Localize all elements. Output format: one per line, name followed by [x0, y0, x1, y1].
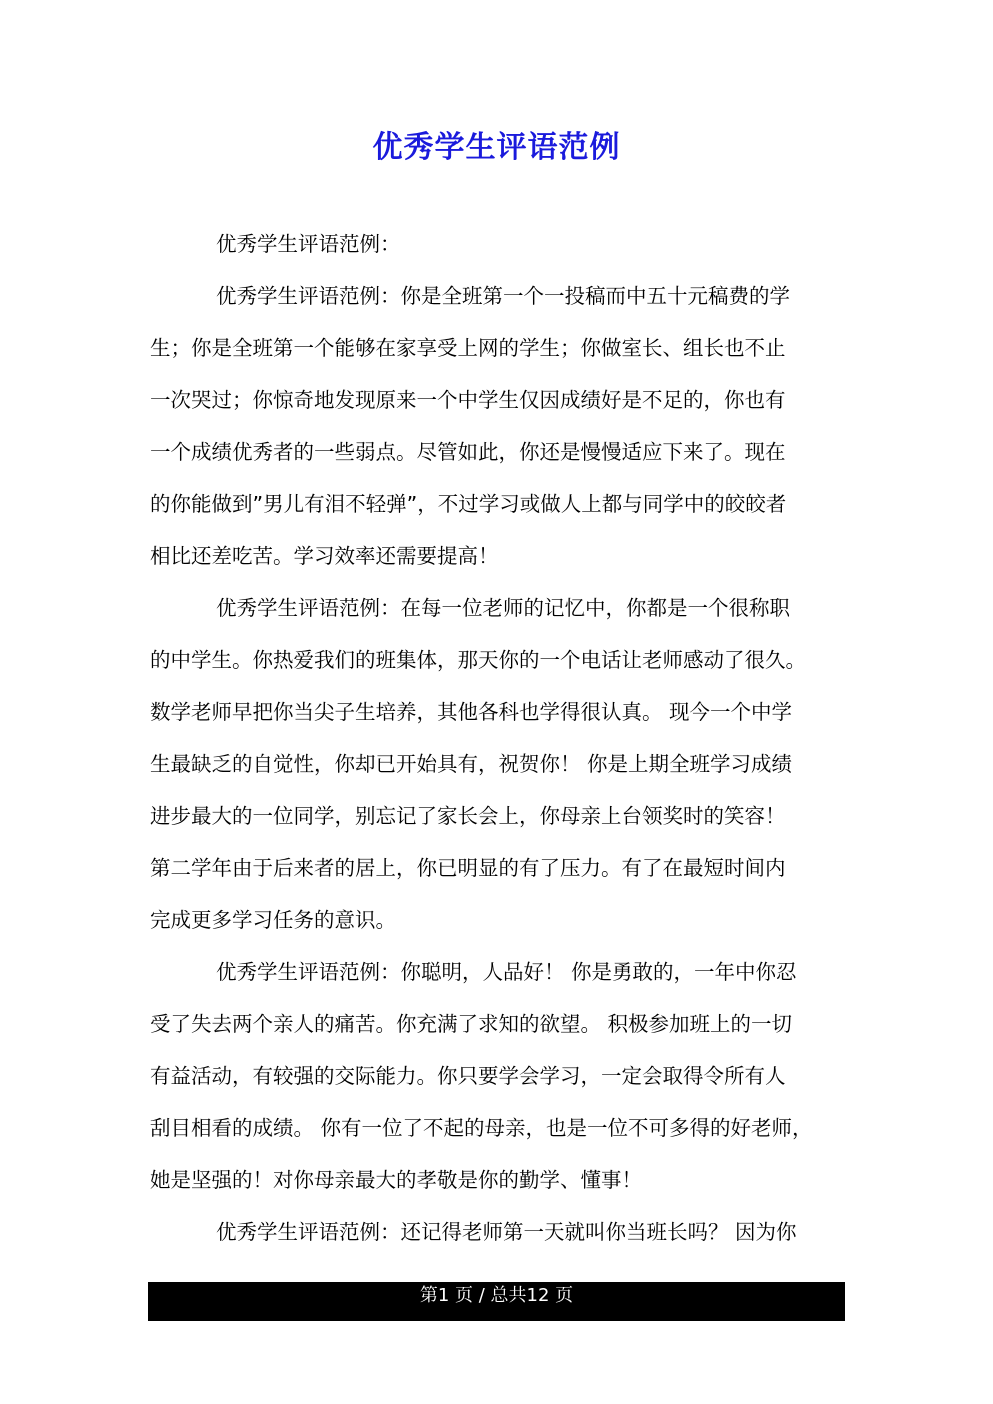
- document-title: 优秀学生评语范例: [372, 130, 621, 165]
- body-line: 一个成绩优秀者的一些弱点。尽管如此，你还是慢慢适应下来了。现在: [150, 440, 786, 464]
- body-line: 优秀学生评语范例：在每一位老师的记忆中，你都是一个很称职: [216, 596, 790, 620]
- page-indicator: 第1 页 / 总共12 页: [419, 1285, 574, 1306]
- body-line: 数学老师早把你当尖子生培养，其他各科也学得很认真。 现今一个中学: [150, 700, 793, 724]
- body-line: 优秀学生评语范例：: [216, 232, 401, 256]
- document-body: [150, 218, 830, 1258]
- body-line: 优秀学生评语范例：你是全班第一个一投稿而中五十元稿费的学: [216, 284, 790, 308]
- body-line: 完成更多学习任务的意识。: [150, 908, 396, 932]
- body-line: 第二学年由于后来者的居上，你已明显的有了压力。有了在最短时间内: [150, 856, 786, 880]
- body-line: 的你能做到”男儿有泪不轻弹”，不过学习或做人上都与同学中的皎皎者: [150, 492, 787, 516]
- body-line: 有益活动，有较强的交际能力。你只要学会学习，一定会取得令所有人: [150, 1064, 786, 1088]
- body-line: 生最缺乏的自觉性，你却已开始具有，祝贺你！ 你是上期全班学习成绩: [150, 752, 793, 776]
- body-line: 相比还差吃苦。学习效率还需要提高！: [150, 544, 499, 568]
- body-line: 一次哭过；你惊奇地发现原来一个中学生仅因成绩好是不足的，你也有: [150, 388, 786, 412]
- body-line: 刮目相看的成绩。 你有一位了不起的母亲，也是一位不可多得的好老师，: [150, 1116, 813, 1140]
- body-line: 进步最大的一位同学，别忘记了家长会上，你母亲上台领奖时的笑容！: [150, 804, 786, 828]
- page-footer-bar: [148, 1282, 845, 1321]
- body-line: 优秀学生评语范例：你聪明，人品好！ 你是勇敢的，一年中你忍: [216, 960, 797, 984]
- body-line: 优秀学生评语范例：还记得老师第一天就叫你当班长吗？ 因为你: [216, 1220, 797, 1244]
- body-line: 生；你是全班第一个能够在家享受上网的学生；你做室长、组长也不止: [150, 336, 786, 360]
- body-line: 受了失去两个亲人的痛苦。你充满了求知的欲望。 积极参加班上的一切: [150, 1012, 793, 1036]
- body-line: 她是坚强的！对你母亲最大的孝敬是你的勤学、懂事！: [150, 1168, 642, 1192]
- body-line: 的中学生。你热爱我们的班集体，那天你的一个电话让老师感动了很久。: [150, 648, 806, 672]
